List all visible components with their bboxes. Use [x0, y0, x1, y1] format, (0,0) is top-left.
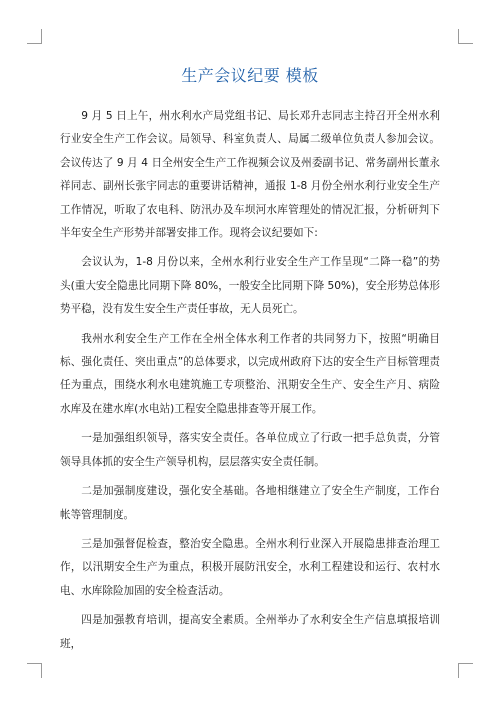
crop-mark-top-left	[27, 29, 42, 44]
paragraph-4: 一是加强组织领导，落实安全责任。各单位成立了行政一把手总负责，分管领导具体抓的安全生产领导机构，层层落实安全责任制。	[60, 432, 440, 468]
document-body	[60, 105, 440, 662]
paragraph-6: 三是加强督促检查，整治安全隐患。全州水利行业深入开展隐患排查治理工作，以汛期安全生产为重点，积极开展防汛安全，水利工程建设和运行、农村水电、水库除险加固的安全检查活动。	[60, 537, 440, 597]
paragraph-2: 会议认为，1-8 月份以来，全州水利行业安全生产工作呈现“二降一稳”的势头(重大安全隐患比同期下降 80%，一般安全比同期下降 50%)，安全形势总体形势平稳，没有发生安全生产责任事故，无人员死亡。	[60, 256, 440, 316]
crop-mark-bottom-right	[458, 663, 473, 678]
crop-mark-top-right	[458, 29, 473, 44]
paragraph-3: 我州水利安全生产工作在全州全体水利工作者的共同努力下，按照“明确目标、强化责任、突出重点”的总体要求，以完成州政府下达的安全生产目标管理责任为重点，围绕水利水电建筑施工专项整治、汛期安全生产、安全生产月、病险水库及在建水库(水电站)工程安全隐患排查等开展工作。	[60, 332, 440, 415]
document-title: 生产会议纪要 模板	[181, 66, 319, 85]
paragraph-1: 9 月 5 日上午，州水利水产局党组书记、局长邓升志同志主持召开全州水利行业安全生产工作会议。局领导、科室负责人、局属二级单位负责人参加会议。会议传达了 9 月 4 日全州安全生产工作视频会议及州委副书记、常务副州长董永祥同志、副州长张宇同志的重要讲话精神，通报 1-8 月份全州水利行业安全生产工作情况，听取了农电科、防汛办及车坝河水库管理处的情况汇报，分析研判下半年安全生产形势并部署安排工作。现将会议纪要如下:	[60, 110, 440, 240]
paragraph-7: 四是加强教育培训，提高安全素质。全州举办了水利安全生产信息填报培训班，	[60, 614, 440, 650]
crop-mark-bottom-left	[27, 663, 42, 678]
paragraph-5: 二是加强制度建设，强化安全基础。各地相继建立了安全生产制度，工作台帐等管理制度。	[60, 485, 440, 521]
